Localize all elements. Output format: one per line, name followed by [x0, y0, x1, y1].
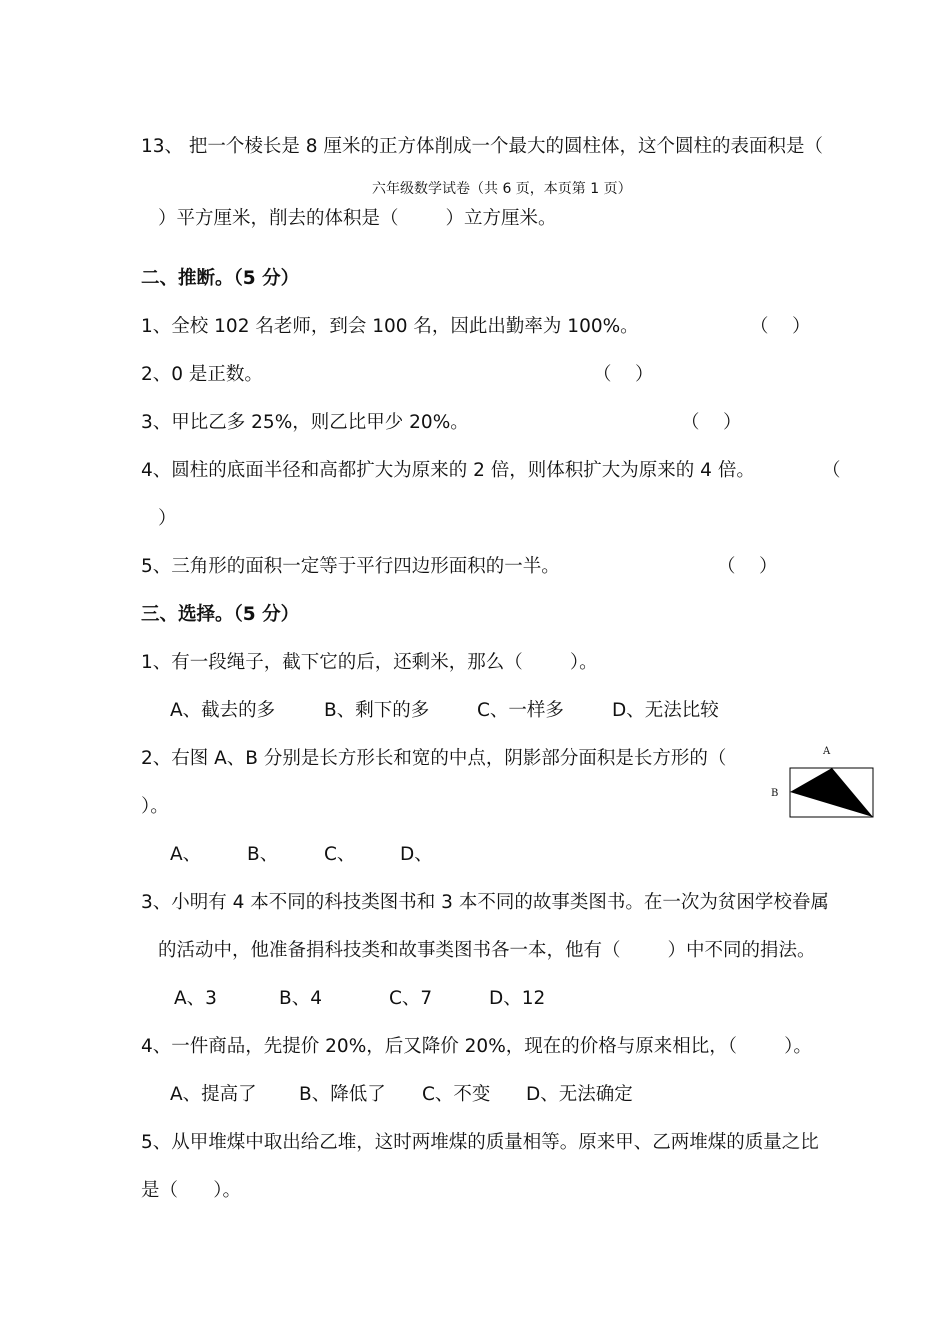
choice-q1-option-a: A、截去的多	[170, 700, 276, 721]
choice-q2-stem: 2、右图 A、B 分别是长方形长和宽的中点，阴影部分面积是长方形的（	[141, 748, 727, 769]
choice-q3-option-a: A、3	[174, 988, 217, 1009]
choice-q3-option-c: C、7	[389, 988, 433, 1009]
choice-q3-stem-line2: 的活动中，他准备捐科技类和故事类图书各一本，他有（ ）中不同的捐法。	[158, 940, 816, 961]
q13-line1: 13、 把一个棱长是 8 厘米的正方体削成一个最大的圆柱体，这个圆柱的表面积是（	[141, 136, 823, 157]
judge-item-4: 4、圆柱的底面半径和高都扩大为原来的 2 倍，则体积扩大为原来的 4 倍。	[141, 460, 755, 481]
choice-q3-option-b: B、4	[279, 988, 322, 1009]
choice-q5-stem-line2: 是（ ）。	[141, 1180, 242, 1201]
choice-q4-option-d: D、无法确定	[526, 1084, 633, 1105]
choice-q2-option-a: A、	[170, 844, 202, 865]
q13-line2: ）平方厘米，削去的体积是（ ）立方厘米。	[158, 208, 557, 229]
choice-q5-stem-line1: 5、从甲堆煤中取出给乙堆，这时两堆煤的质量相等。原来甲、乙两堆煤的质量之比	[141, 1132, 819, 1153]
choice-q2-option-b: B、	[247, 844, 279, 865]
page-footer: 六年级数学试卷（共 6 页，本页第 1 页）	[372, 181, 632, 197]
section3-heading: 三、选择。（5 分）	[141, 604, 300, 625]
judge-item-3: 3、甲比乙多 25%，则乙比甲少 20%。	[141, 412, 469, 433]
choice-q3-stem-line1: 3、小明有 4 本不同的科技类图书和 3 本不同的故事类图书。在一次为贫困学校眷属	[141, 892, 829, 913]
judge-item-5: 5、三角形的面积一定等于平行四边形面积的一半。	[141, 556, 560, 577]
judge-item-1-paren: （ ）	[750, 316, 811, 337]
judge-item-3-paren: （ ）	[681, 412, 742, 433]
choice-q1-option-c: C、一样多	[477, 700, 564, 721]
section2-heading: 二、推断。（5 分）	[141, 268, 300, 289]
choice-q2-option-d: D、	[400, 844, 433, 865]
choice-q3-option-d: D、12	[489, 988, 546, 1009]
judge-item-2: 2、0 是正数。	[141, 364, 263, 385]
choice-q1-stem: 1、有一段绳子，截下它的后，还剩米，那么（ ）。	[141, 652, 598, 673]
judge-item-5-paren: （ ）	[717, 556, 778, 577]
choice-q4-option-a: A、提高了	[170, 1084, 257, 1105]
figure-label-a: A	[823, 746, 831, 757]
judge-item-4-paren: （	[822, 460, 841, 481]
choice-q4-stem: 4、一件商品，先提价 20%，后又降价 20%，现在的价格与原来相比，（ ）。	[141, 1036, 812, 1057]
choice-q1-option-b: B、剩下的多	[324, 700, 430, 721]
figure-label-b: B	[771, 788, 779, 799]
choice-q1-option-d: D、无法比较	[612, 700, 719, 721]
choice-q4-option-c: C、不变	[422, 1084, 491, 1105]
rectangle-triangle-figure	[789, 766, 875, 820]
choice-q2-option-c: C、	[324, 844, 356, 865]
judge-item-4-cont: ）	[158, 508, 177, 529]
choice-q2-cont: ）。	[141, 796, 169, 817]
judge-item-2-paren: （ ）	[593, 364, 654, 385]
judge-item-1: 1、全校 102 名老师，到会 100 名，因此出勤率为 100%。	[141, 316, 639, 337]
choice-q4-option-b: B、降低了	[299, 1084, 386, 1105]
